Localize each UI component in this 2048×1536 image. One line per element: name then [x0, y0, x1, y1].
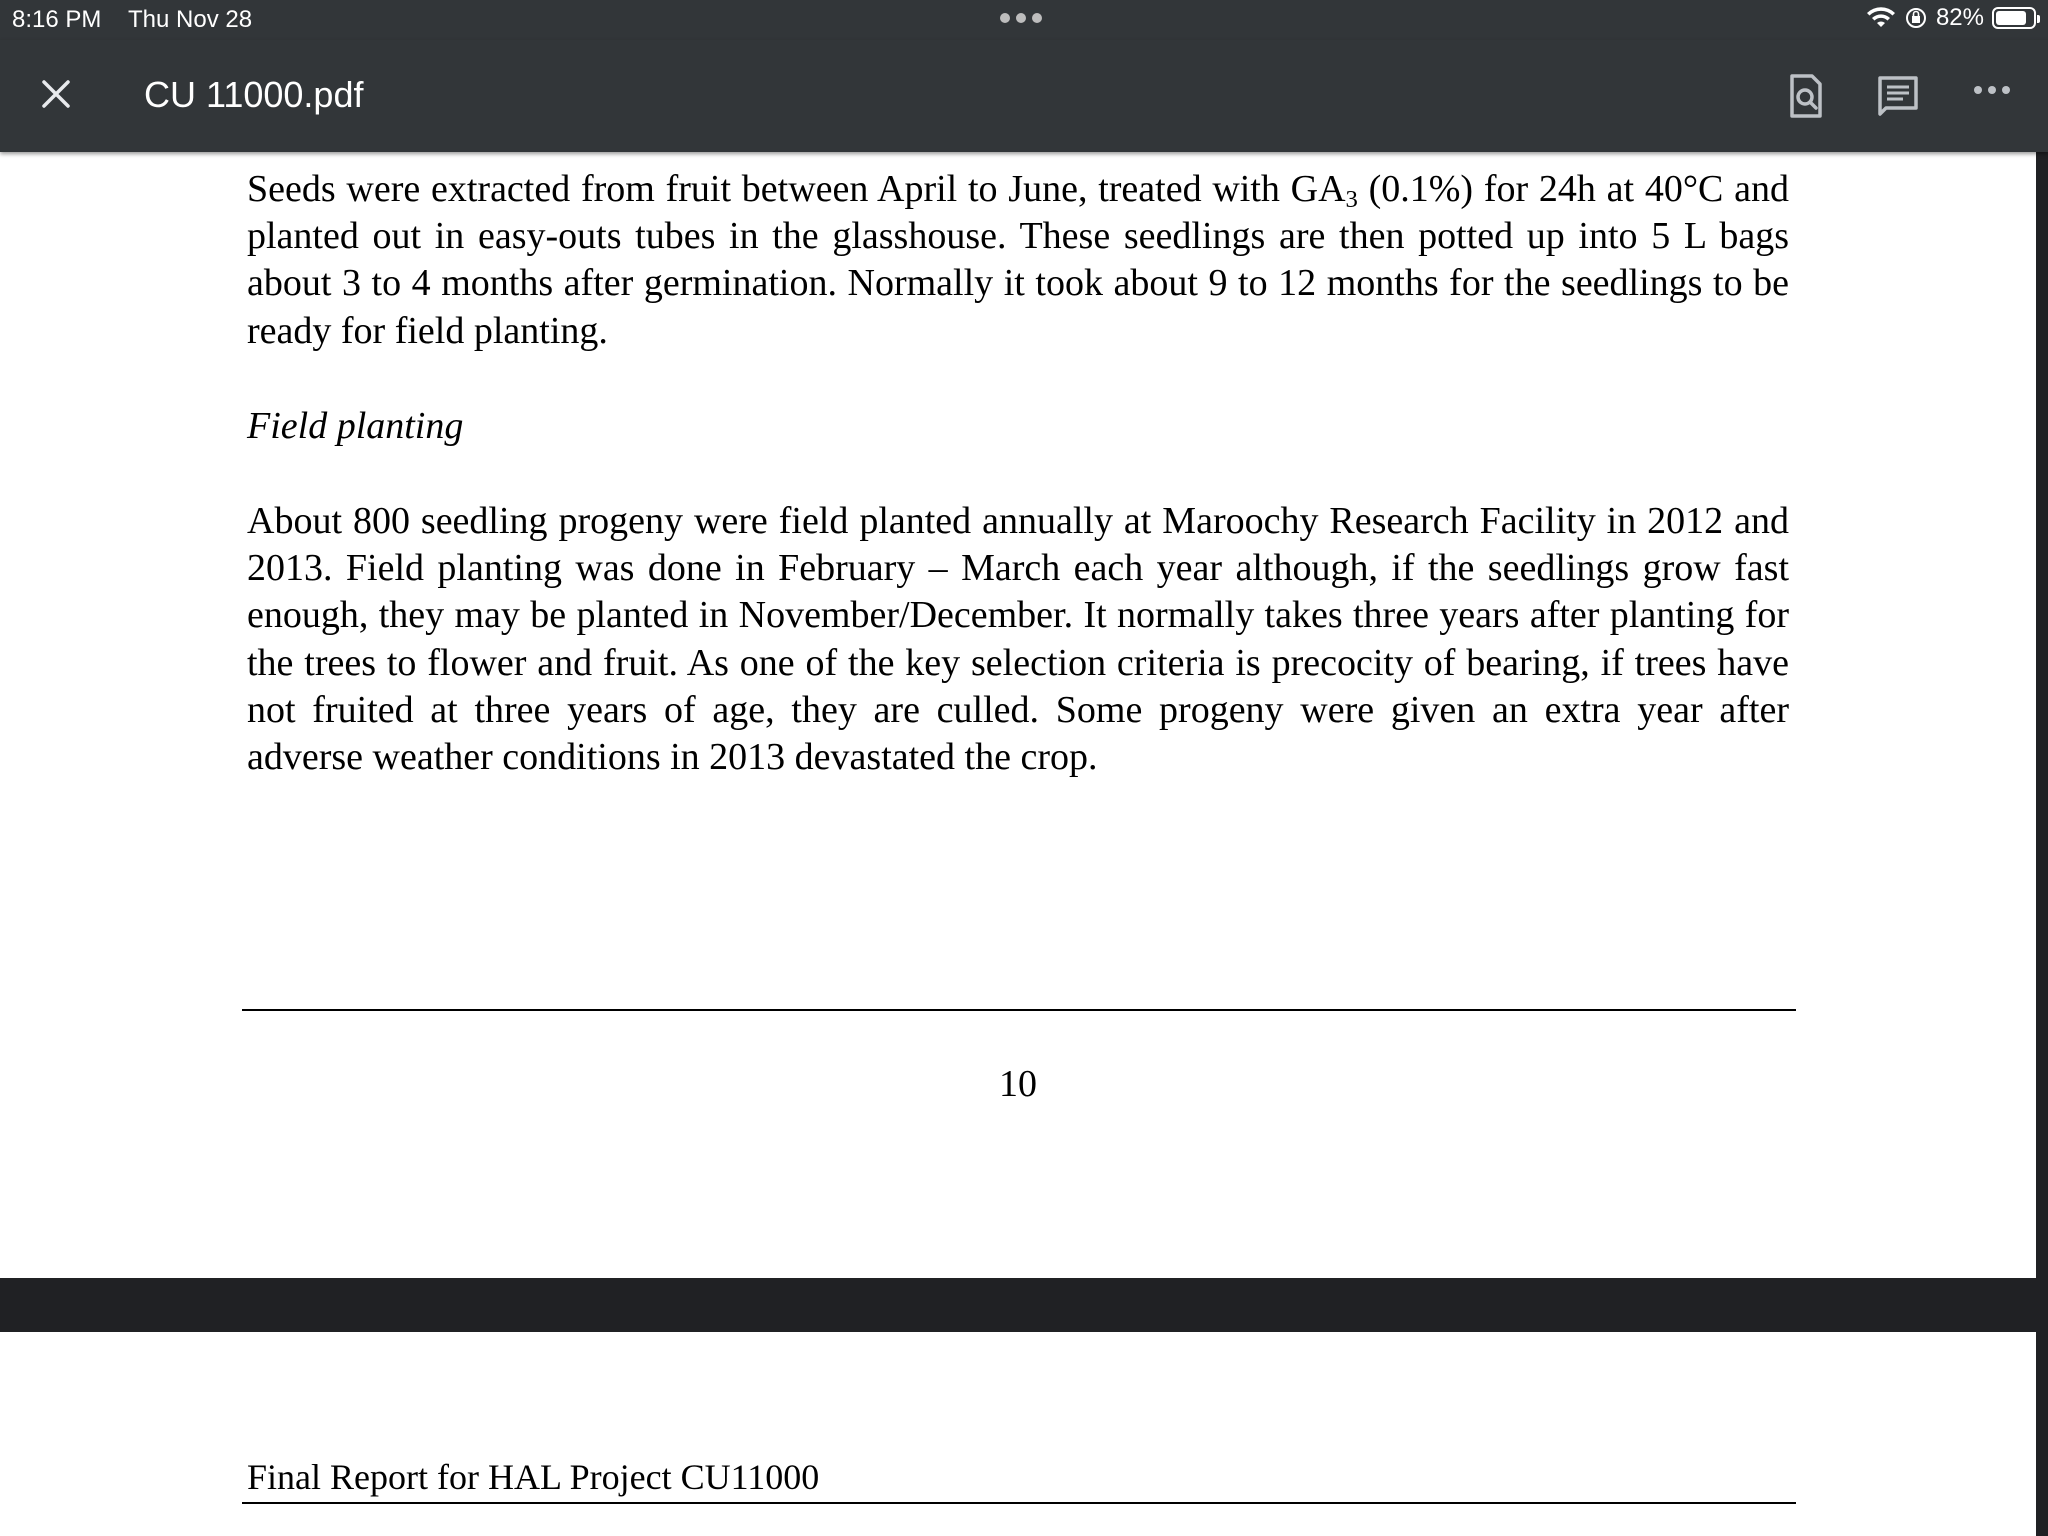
status-date: Thu Nov 28 — [128, 6, 253, 33]
status-bar — [0, 0, 2048, 40]
body-paragraph: About 800 seedling progeny were field planted annually at Maroochy Research Facility in 2012 and 2013. Field planting was done in February – March each year although, if the seedlings grow fast enough, they may be planted in November/December. It normally takes three years after planting for the trees to flower and fruit. As one of the key selection criteria is precocity of bearing, if trees have not fruited at three years of age, they are culled. Some progeny were given an extra year after adverse weather conditions in 2013 devastated the crop. — [247, 500, 1789, 779]
status-time: 8:16 PM — [12, 6, 102, 33]
pdf-page — [0, 1332, 2036, 1536]
orientation-lock-icon — [1904, 6, 1928, 30]
status-indicators — [1866, 4, 2036, 32]
close-icon[interactable] — [36, 74, 76, 114]
section-heading: Field planting — [247, 405, 464, 447]
footer-rule — [242, 1009, 1796, 1011]
battery-icon — [1992, 7, 2036, 29]
multitasking-handle[interactable] — [1000, 8, 1042, 23]
running-header: Final Report for HAL Project CU11000 — [247, 1457, 820, 1497]
pdf-page — [0, 152, 2036, 1278]
paragraph-text: Seeds were extracted from fruit between April to June, treated with GA — [247, 168, 1346, 210]
wifi-icon — [1866, 6, 1896, 30]
comment-icon[interactable] — [1872, 70, 1924, 122]
battery-percent: 82% — [1935, 4, 1984, 31]
header-rule — [242, 1502, 1796, 1504]
document-title: CU 11000.pdf — [144, 74, 364, 115]
search-document-icon[interactable] — [1780, 70, 1832, 122]
page-number: 10 — [999, 1063, 1037, 1105]
more-icon[interactable] — [1966, 80, 2018, 100]
body-paragraph — [247, 166, 1789, 355]
paragraph-text: (0.1%) for 24h at 40°C and planted out in easy-outs tubes in the glasshouse. These seedlings are then potted up into 5 L bags about 3 to 4 months after germination. Normally it took about 9 to 12 months for the seedlings to be ready for field planting. — [247, 168, 1789, 352]
subscript: 3 — [1345, 186, 1358, 214]
viewer-toolbar — [0, 40, 2048, 152]
